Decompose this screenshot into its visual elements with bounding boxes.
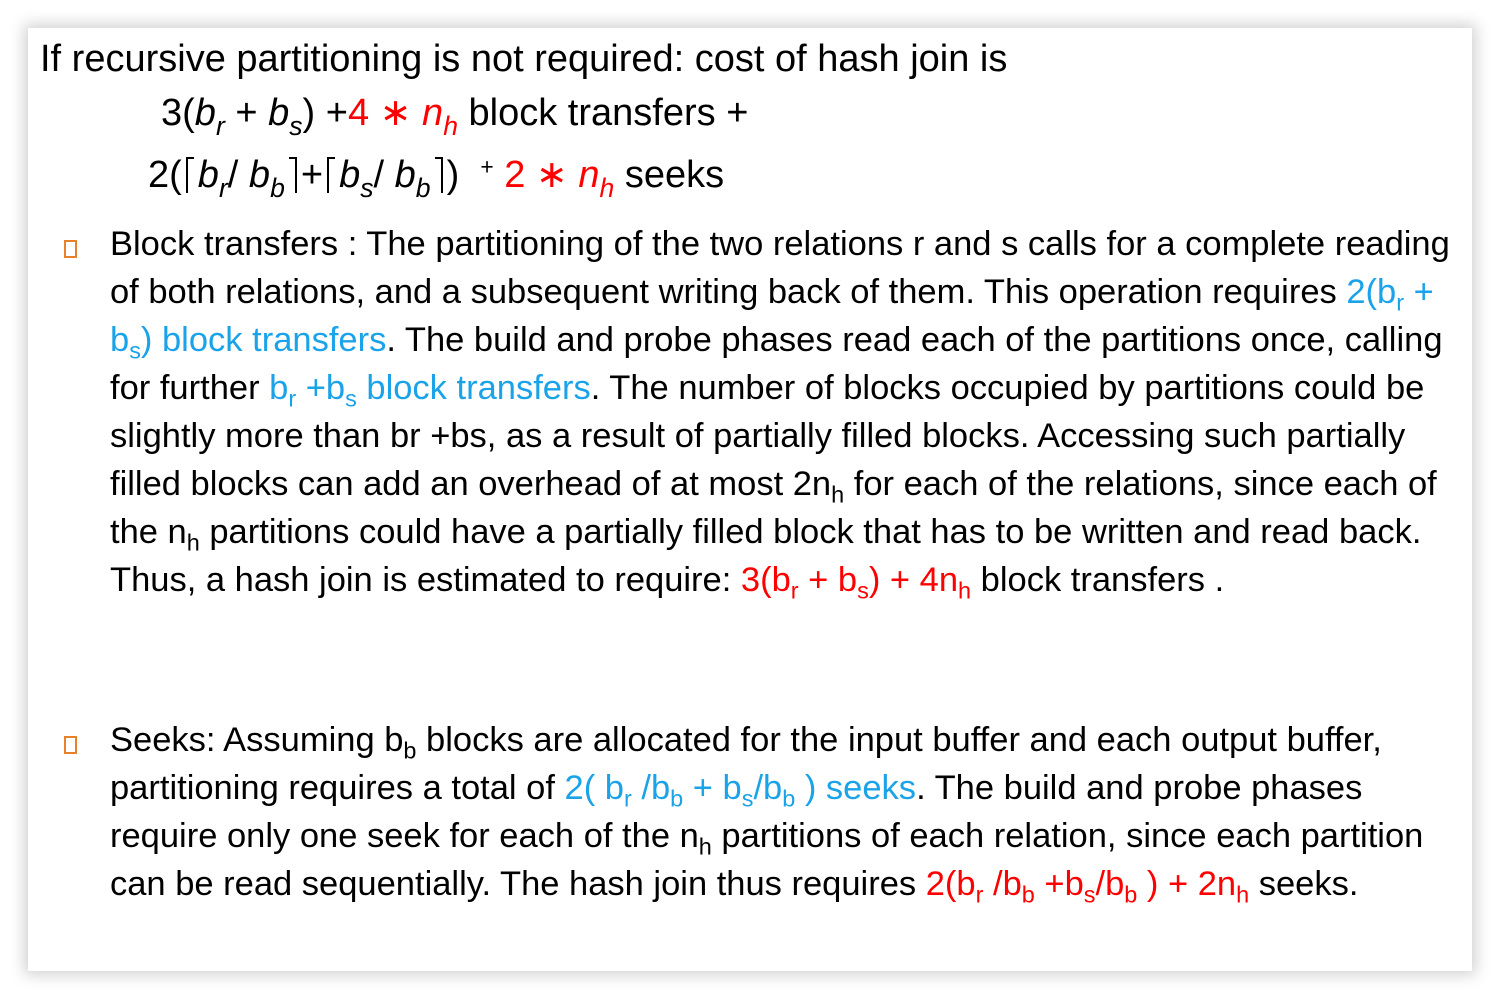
formula-red-sub: h [599, 173, 615, 204]
slide [28, 28, 1472, 971]
hl-text: /b [753, 769, 783, 807]
para-text: . The number of blocks occupied by partitions could be slightly more than br +bs, as a result of partially filled blocks. Accessing such partially filled blocks can add an overhead of at most 2n [110, 369, 1425, 503]
para-text: Block transfers : The partitioning of the two relations r and s calls for a complete reading of both relations, and a subsequent writing back of them. This operation requires [110, 225, 1450, 311]
hl-text: block transfers [356, 369, 591, 407]
hl-sub: s [857, 577, 869, 604]
ceil-right-icon [289, 157, 297, 193]
formula-red: 2 ∗ [504, 154, 579, 196]
hl-sub: b [1124, 881, 1138, 908]
hl-text: /b [631, 769, 671, 807]
formula-var: b [268, 92, 290, 134]
heading: If recursive partitioning is not required: cost of hash join is [40, 38, 1008, 80]
formula-text: ) + [302, 92, 348, 134]
hl-sub: r [790, 577, 799, 604]
formula-var: b [197, 154, 219, 196]
formula-text: 2( [148, 154, 182, 196]
ceil-left-icon [186, 157, 194, 193]
formula-sub: s [360, 173, 374, 204]
formula-red-var: n [422, 92, 444, 134]
formula-text: block transfers + [457, 92, 749, 134]
hl-text: + b [798, 561, 858, 599]
hl-sub: r [623, 785, 632, 812]
hl-text: ) block transfers [140, 321, 387, 359]
para-text: . The build and probe phases require only one seek for each of the n [110, 769, 1363, 855]
hl-text: + b [683, 769, 742, 807]
paragraph-seeks [110, 716, 1470, 908]
para-text: . The build and probe phases read each of the partitions once, calling for further [110, 321, 1443, 407]
para-text: partitions of each relation, since each partition can be read sequentially. The hash join thus requires [110, 817, 1424, 903]
hl-text: 2( b [564, 769, 624, 807]
ceil-left-icon [327, 157, 335, 193]
highlight-red [925, 865, 1250, 908]
ceil-right-icon [435, 157, 443, 193]
para-text: partitions could have a partially filled block that has to be written and read back. Thus, a hash join is estimated to require: [110, 513, 1422, 599]
formula-var: b [394, 154, 416, 196]
hl-text: ) + 4n [868, 561, 959, 599]
formula-text: seeks [614, 154, 725, 196]
formula-text: 3( [161, 92, 195, 134]
hl-text: ) + 2n [1137, 865, 1237, 903]
formula-var: b [248, 154, 271, 196]
hl-text: 3(b [740, 561, 791, 599]
formula-sub: r [215, 111, 225, 142]
hl-sub: h [1236, 881, 1250, 908]
hl-sub: s [345, 385, 357, 412]
formula-text: ) [446, 154, 460, 196]
hl-text: 2(b [925, 865, 976, 903]
para-sub: h [698, 833, 712, 860]
formula-text: + [480, 153, 494, 180]
formula-sub: s [289, 111, 303, 142]
hl-sub: s [1083, 881, 1096, 908]
hl-sub: r [975, 881, 984, 908]
highlight-blue [564, 769, 917, 812]
highlight-red [740, 561, 972, 604]
hl-text: b [269, 369, 289, 407]
formula-text: / [227, 154, 249, 196]
formula-text: + [300, 154, 324, 196]
hl-sub: b [782, 785, 796, 812]
formula-sub: b [270, 173, 285, 204]
formula-var: b [194, 92, 216, 134]
paragraph-block-transfers [110, 220, 1470, 604]
formula-text: / [373, 154, 395, 196]
para-sub: h [831, 481, 845, 508]
hl-sub: s [129, 337, 141, 364]
para-text: Seeks: Assuming b [110, 721, 404, 759]
formula-red-var: n [578, 154, 600, 196]
hl-sub: h [958, 577, 972, 604]
hl-text: /b [1095, 865, 1125, 903]
bullet-square-icon [64, 736, 77, 754]
formula-sub: b [415, 173, 431, 204]
formula-red-sub: h [443, 111, 458, 142]
hl-text: +b [296, 369, 346, 407]
para-sub: h [186, 529, 200, 556]
formula-block-transfers [161, 90, 749, 142]
hl-sub: b [670, 785, 684, 812]
hl-text: +b [1034, 865, 1084, 903]
formula-seeks [148, 152, 725, 204]
formula-var: b [339, 154, 361, 196]
hl-sub: s [741, 785, 754, 812]
highlight-blue [269, 369, 591, 412]
hl-text: ) seeks [795, 769, 917, 807]
formula-text: + [224, 92, 269, 134]
para-text: blocks are allocated for the input buffer and each output buffer, partitioning requires a total of [110, 721, 1382, 807]
formula-sub: r [218, 173, 228, 204]
formula-red: 4 ∗ [347, 92, 423, 134]
hl-text: 2(b [1346, 273, 1397, 311]
para-text: for each of the relations, since each of the n [110, 465, 1437, 551]
hl-text: + b [110, 273, 1434, 359]
para-sub: b [403, 737, 417, 764]
hl-sub: b [1021, 881, 1035, 908]
hl-sub: r [288, 385, 297, 412]
hl-text: /b [983, 865, 1022, 903]
hl-sub: r [1396, 289, 1405, 316]
bullet-square-icon [64, 240, 77, 258]
para-text: seeks. [1249, 865, 1359, 903]
para-text: block transfers . [971, 561, 1225, 599]
